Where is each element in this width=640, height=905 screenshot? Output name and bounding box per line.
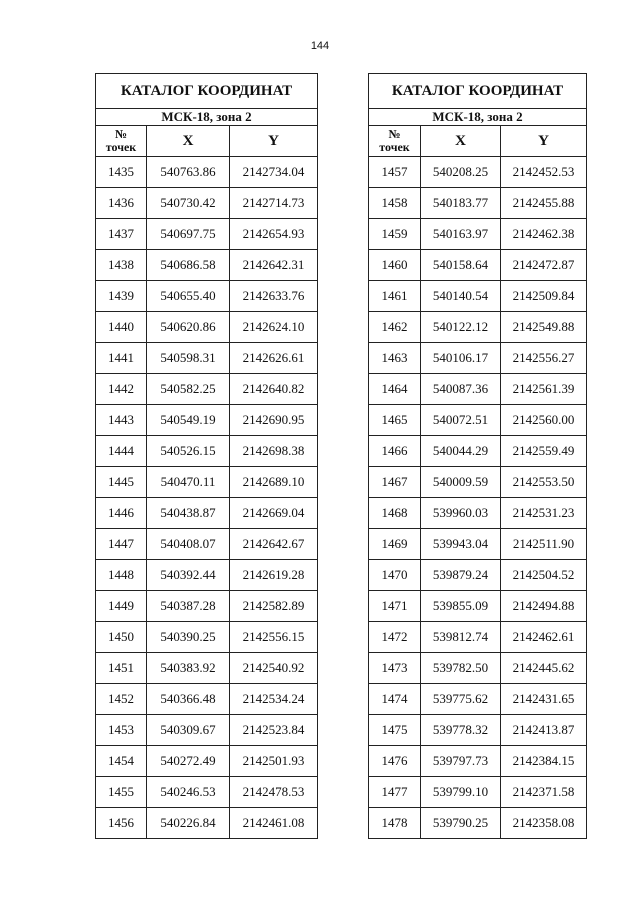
- table-row: [96, 312, 318, 343]
- x-coordinate-cell: 540620.86: [147, 312, 230, 343]
- point-number-cell: 1444: [96, 436, 147, 467]
- x-coordinate-cell: 540272.49: [147, 746, 230, 777]
- point-number-header-line1: №: [114, 127, 128, 141]
- table-row: [369, 622, 587, 653]
- table-row: [369, 157, 587, 188]
- point-number-cell: 1473: [369, 653, 421, 684]
- coordinate-system-label: МСК-18, зона 2: [96, 109, 318, 126]
- point-number-cell: 1446: [96, 498, 147, 529]
- table-row: [369, 653, 587, 684]
- y-coordinate-cell: 2142371.58: [501, 777, 587, 808]
- y-coordinate-cell: 2142642.67: [230, 529, 318, 560]
- point-number-cell: 1450: [96, 622, 147, 653]
- point-number-cell: 1468: [369, 498, 421, 529]
- x-coordinate-cell: 540730.42: [147, 188, 230, 219]
- point-number-cell: 1458: [369, 188, 421, 219]
- x-coordinate-cell: 539778.32: [421, 715, 501, 746]
- table-body: [96, 157, 318, 839]
- y-coordinate-cell: 2142714.73: [230, 188, 318, 219]
- y-coordinate-cell: 2142689.10: [230, 467, 318, 498]
- x-coordinate-cell: 539855.09: [421, 591, 501, 622]
- table-row: [369, 436, 587, 467]
- table-row: [369, 312, 587, 343]
- y-coordinate-cell: 2142624.10: [230, 312, 318, 343]
- table-row: [369, 715, 587, 746]
- x-coordinate-cell: 539812.74: [421, 622, 501, 653]
- point-number-cell: 1454: [96, 746, 147, 777]
- x-coordinate-cell: 540087.36: [421, 374, 501, 405]
- table-row: [96, 281, 318, 312]
- coordinate-system-label: МСК-18, зона 2: [369, 109, 587, 126]
- table-row: [96, 219, 318, 250]
- y-coordinate-cell: 2142472.87: [501, 250, 587, 281]
- x-coordinate-cell: 540390.25: [147, 622, 230, 653]
- point-number-cell: 1464: [369, 374, 421, 405]
- point-number-cell: 1445: [96, 467, 147, 498]
- x-coordinate-cell: 539790.25: [421, 808, 501, 839]
- point-number-cell: 1441: [96, 343, 147, 374]
- y-coordinate-cell: 2142560.00: [501, 405, 587, 436]
- y-coordinate-cell: 2142698.38: [230, 436, 318, 467]
- x-coordinate-cell: 539775.62: [421, 684, 501, 715]
- x-coordinate-cell: 540163.97: [421, 219, 501, 250]
- point-number-header-line2: точек: [105, 140, 137, 154]
- point-number-cell: 1466: [369, 436, 421, 467]
- y-coordinate-cell: 2142455.88: [501, 188, 587, 219]
- y-coordinate-cell: 2142531.23: [501, 498, 587, 529]
- y-coordinate-cell: 2142504.52: [501, 560, 587, 591]
- table-row: [96, 498, 318, 529]
- catalog-title: КАТАЛОГ КООРДИНАТ: [369, 74, 587, 109]
- y-coordinate-cell: 2142734.04: [230, 157, 318, 188]
- point-number-cell: 1452: [96, 684, 147, 715]
- y-coordinate-cell: 2142549.88: [501, 312, 587, 343]
- y-coordinate-cell: 2142384.15: [501, 746, 587, 777]
- x-coordinate-cell: 539799.10: [421, 777, 501, 808]
- point-number-cell: 1470: [369, 560, 421, 591]
- x-coordinate-cell: 540246.53: [147, 777, 230, 808]
- point-number-cell: 1472: [369, 622, 421, 653]
- y-coordinate-cell: 2142559.49: [501, 436, 587, 467]
- point-number-cell: 1453: [96, 715, 147, 746]
- table-row: [96, 653, 318, 684]
- y-coordinate-cell: 2142556.27: [501, 343, 587, 374]
- y-header: Y: [501, 126, 587, 157]
- point-number-header: [96, 126, 147, 157]
- y-coordinate-cell: 2142462.61: [501, 622, 587, 653]
- x-coordinate-cell: 540655.40: [147, 281, 230, 312]
- x-coordinate-cell: 540408.07: [147, 529, 230, 560]
- y-coordinate-cell: 2142501.93: [230, 746, 318, 777]
- y-coordinate-cell: 2142626.61: [230, 343, 318, 374]
- table-row: [96, 560, 318, 591]
- y-coordinate-cell: 2142582.89: [230, 591, 318, 622]
- y-coordinate-cell: 2142413.87: [501, 715, 587, 746]
- point-number-cell: 1457: [369, 157, 421, 188]
- x-header: X: [421, 126, 501, 157]
- point-number-cell: 1462: [369, 312, 421, 343]
- table-row: [369, 281, 587, 312]
- point-number-cell: 1436: [96, 188, 147, 219]
- catalog-title: КАТАЛОГ КООРДИНАТ: [96, 74, 318, 109]
- x-coordinate-cell: 540470.11: [147, 467, 230, 498]
- point-number-cell: 1435: [96, 157, 147, 188]
- point-number-cell: 1437: [96, 219, 147, 250]
- point-number-header: [369, 126, 421, 157]
- y-coordinate-cell: 2142553.50: [501, 467, 587, 498]
- point-number-cell: 1471: [369, 591, 421, 622]
- table-row: [369, 746, 587, 777]
- y-coordinate-cell: 2142640.82: [230, 374, 318, 405]
- x-coordinate-cell: 540549.19: [147, 405, 230, 436]
- y-coordinate-cell: 2142358.08: [501, 808, 587, 839]
- table-row: [96, 467, 318, 498]
- point-number-cell: 1461: [369, 281, 421, 312]
- x-coordinate-cell: 539797.73: [421, 746, 501, 777]
- point-number-cell: 1476: [369, 746, 421, 777]
- y-coordinate-cell: 2142633.76: [230, 281, 318, 312]
- table-row: [96, 405, 318, 436]
- point-number-cell: 1465: [369, 405, 421, 436]
- x-coordinate-cell: 540009.59: [421, 467, 501, 498]
- point-number-cell: 1442: [96, 374, 147, 405]
- x-coordinate-cell: 539960.03: [421, 498, 501, 529]
- table-row: [96, 591, 318, 622]
- y-coordinate-cell: 2142690.95: [230, 405, 318, 436]
- y-coordinate-cell: 2142523.84: [230, 715, 318, 746]
- point-number-cell: 1451: [96, 653, 147, 684]
- x-coordinate-cell: 540387.28: [147, 591, 230, 622]
- table-row: [369, 343, 587, 374]
- table-row: [96, 684, 318, 715]
- point-number-header-line2: точек: [379, 140, 410, 154]
- point-number-cell: 1456: [96, 808, 147, 839]
- y-coordinate-cell: 2142445.62: [501, 653, 587, 684]
- x-coordinate-cell: 540763.86: [147, 157, 230, 188]
- x-coordinate-cell: 540598.31: [147, 343, 230, 374]
- point-number-cell: 1455: [96, 777, 147, 808]
- table-row: [96, 250, 318, 281]
- point-number-cell: 1478: [369, 808, 421, 839]
- x-header: X: [147, 126, 230, 157]
- table-row: [369, 684, 587, 715]
- x-coordinate-cell: 540582.25: [147, 374, 230, 405]
- table-row: [96, 529, 318, 560]
- point-number-cell: 1463: [369, 343, 421, 374]
- table-row: [96, 374, 318, 405]
- table-row: [96, 343, 318, 374]
- point-number-cell: 1475: [369, 715, 421, 746]
- table-row: [96, 436, 318, 467]
- x-coordinate-cell: 540383.92: [147, 653, 230, 684]
- y-coordinate-cell: 2142431.65: [501, 684, 587, 715]
- y-coordinate-cell: 2142534.24: [230, 684, 318, 715]
- table-row: [96, 157, 318, 188]
- y-coordinate-cell: 2142561.39: [501, 374, 587, 405]
- point-number-cell: 1443: [96, 405, 147, 436]
- table-row: [96, 777, 318, 808]
- table-row: [369, 374, 587, 405]
- x-coordinate-cell: 539943.04: [421, 529, 501, 560]
- y-coordinate-cell: 2142511.90: [501, 529, 587, 560]
- point-number-cell: 1467: [369, 467, 421, 498]
- table-row: [369, 560, 587, 591]
- y-header: Y: [230, 126, 318, 157]
- table-row: [96, 746, 318, 777]
- y-coordinate-cell: 2142452.53: [501, 157, 587, 188]
- table-row: [369, 188, 587, 219]
- x-coordinate-cell: 540438.87: [147, 498, 230, 529]
- point-number-cell: 1438: [96, 250, 147, 281]
- table-row: [369, 250, 587, 281]
- page-number: 144: [310, 40, 330, 52]
- y-coordinate-cell: 2142478.53: [230, 777, 318, 808]
- coordinate-catalog-table-left: [95, 73, 318, 839]
- x-coordinate-cell: 540697.75: [147, 219, 230, 250]
- point-number-cell: 1459: [369, 219, 421, 250]
- table-row: [96, 188, 318, 219]
- point-number-cell: 1439: [96, 281, 147, 312]
- table-row: [369, 498, 587, 529]
- y-coordinate-cell: 2142462.38: [501, 219, 587, 250]
- y-coordinate-cell: 2142494.88: [501, 591, 587, 622]
- point-number-cell: 1477: [369, 777, 421, 808]
- x-coordinate-cell: 540158.64: [421, 250, 501, 281]
- y-coordinate-cell: 2142540.92: [230, 653, 318, 684]
- coordinate-catalog-table-right: [368, 73, 587, 839]
- y-coordinate-cell: 2142654.93: [230, 219, 318, 250]
- y-coordinate-cell: 2142509.84: [501, 281, 587, 312]
- x-coordinate-cell: 540106.17: [421, 343, 501, 374]
- y-coordinate-cell: 2142619.28: [230, 560, 318, 591]
- point-number-header-line1: №: [388, 127, 401, 141]
- point-number-cell: 1448: [96, 560, 147, 591]
- point-number-cell: 1447: [96, 529, 147, 560]
- x-coordinate-cell: 540226.84: [147, 808, 230, 839]
- x-coordinate-cell: 540309.67: [147, 715, 230, 746]
- table-row: [369, 777, 587, 808]
- y-coordinate-cell: 2142642.31: [230, 250, 318, 281]
- point-number-cell: 1440: [96, 312, 147, 343]
- x-coordinate-cell: 540122.12: [421, 312, 501, 343]
- table-row: [96, 808, 318, 839]
- table-row: [369, 808, 587, 839]
- x-coordinate-cell: 540183.77: [421, 188, 501, 219]
- x-coordinate-cell: 540526.15: [147, 436, 230, 467]
- table-row: [96, 622, 318, 653]
- y-coordinate-cell: 2142461.08: [230, 808, 318, 839]
- y-coordinate-cell: 2142669.04: [230, 498, 318, 529]
- x-coordinate-cell: 540044.29: [421, 436, 501, 467]
- table-row: [369, 529, 587, 560]
- x-coordinate-cell: 540072.51: [421, 405, 501, 436]
- x-coordinate-cell: 540140.54: [421, 281, 501, 312]
- x-coordinate-cell: 540208.25: [421, 157, 501, 188]
- table-row: [96, 715, 318, 746]
- point-number-cell: 1460: [369, 250, 421, 281]
- table-row: [369, 219, 587, 250]
- x-coordinate-cell: 540366.48: [147, 684, 230, 715]
- point-number-cell: 1469: [369, 529, 421, 560]
- x-coordinate-cell: 540686.58: [147, 250, 230, 281]
- x-coordinate-cell: 539782.50: [421, 653, 501, 684]
- y-coordinate-cell: 2142556.15: [230, 622, 318, 653]
- point-number-cell: 1474: [369, 684, 421, 715]
- table-row: [369, 405, 587, 436]
- table-row: [369, 467, 587, 498]
- point-number-cell: 1449: [96, 591, 147, 622]
- x-coordinate-cell: 540392.44: [147, 560, 230, 591]
- x-coordinate-cell: 539879.24: [421, 560, 501, 591]
- table-body: [369, 157, 587, 839]
- table-row: [369, 591, 587, 622]
